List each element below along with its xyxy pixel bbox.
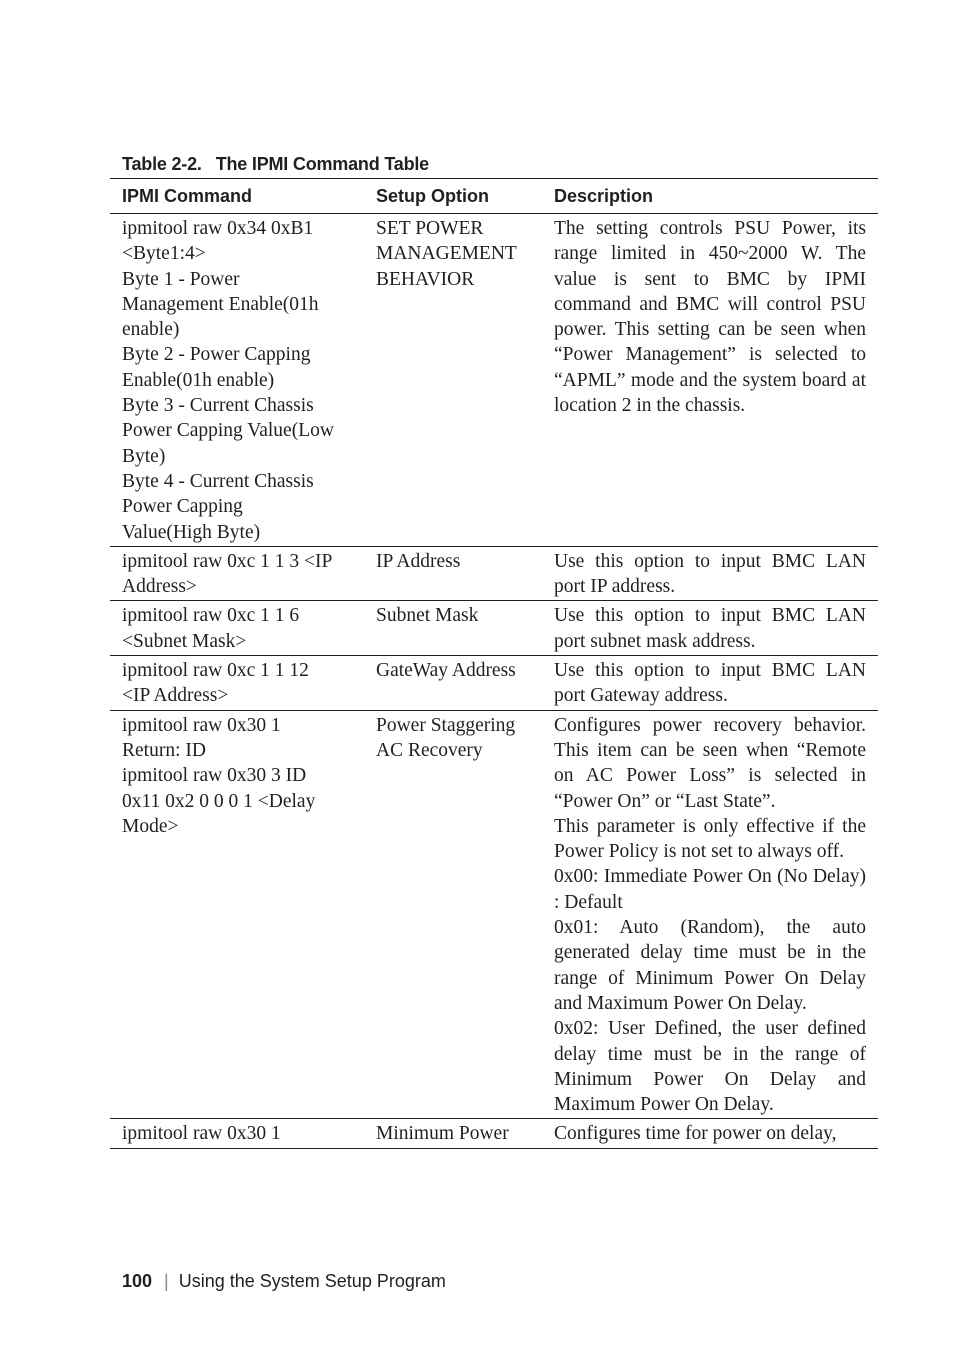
command-line: Mode> — [122, 815, 179, 837]
delay-mode-code: 0x02 — [554, 1018, 593, 1040]
cell-description: Configures time for power on delay, — [542, 1119, 878, 1148]
option-line: Power Staggering — [376, 714, 516, 736]
cell-setup-option — [364, 656, 542, 711]
cell-ipmi-command — [110, 656, 364, 711]
footer-separator: | — [164, 1271, 169, 1291]
command-line: Management Enable(01h — [122, 293, 319, 315]
description-paragraph — [554, 814, 866, 865]
ipmi-command-table — [110, 178, 878, 1149]
cell-ipmi-command — [110, 710, 364, 1119]
command-line: Byte) — [122, 445, 166, 467]
command-line: ipmitool raw 0xc 1 1 12 — [122, 660, 309, 682]
description-text: : Immediate Power On (No Delay) : Default — [554, 866, 866, 913]
cell-setup-option — [364, 214, 542, 547]
description-text: Configures power recovery behavior. This item can be seen when “Remote on AC Power Loss” is selected in “Power On” or “Last State”. — [554, 714, 866, 812]
cell-ipmi-command — [110, 601, 364, 656]
table-row — [110, 1119, 878, 1148]
option-line: IP Address — [376, 550, 461, 572]
command-line: 0x11 0x2 0 0 0 1 <Delay — [122, 790, 316, 812]
option-line: Minimum Power — [376, 1123, 509, 1145]
description-paragraph — [554, 864, 866, 915]
cell-setup-option — [364, 1119, 542, 1148]
cell-setup-option — [364, 710, 542, 1119]
cell-description: The setting controls PSU Power, its range limited in 450~2000 W. The value is sent to BMC by IPMI command and BMC will control PSU power. This setting can be seen when “Power Management” is selected to “APML” mode and the system board at location 2 in the chassis. — [542, 214, 878, 547]
command-line: Enable(01h enable) — [122, 369, 275, 391]
command-line: Power Capping — [122, 496, 243, 518]
caption-label: Table 2-2. — [122, 154, 202, 174]
cell-description: Use this option to input BMC LAN port Gateway address. — [542, 656, 878, 711]
option-line: SET POWER — [376, 218, 484, 239]
command-line: ipmitool raw 0x34 0xB1 — [122, 218, 314, 239]
caption-title: The IPMI Command Table — [215, 154, 429, 174]
command-line: Power Capping Value(Low — [122, 420, 334, 442]
command-line: Address> — [122, 576, 197, 598]
page-footer — [122, 1271, 446, 1292]
command-line: ipmitool raw 0x30 3 ID — [122, 765, 307, 787]
table-row — [110, 710, 878, 1119]
command-line: <Subnet Mask> — [122, 630, 247, 652]
page-number: 100 — [122, 1271, 153, 1291]
footer-section-title: Using the System Setup Program — [178, 1271, 446, 1291]
option-line: AC Recovery — [376, 739, 483, 761]
command-line: ipmitool raw 0xc 1 1 6 — [122, 605, 300, 627]
option-line: GateWay Address — [376, 660, 516, 682]
command-line: ipmitool raw 0x30 1 — [122, 714, 281, 736]
cell-ipmi-command — [110, 546, 364, 601]
cell-setup-option — [364, 546, 542, 601]
option-line: MANAGEMENT — [376, 243, 517, 265]
description-text: : User Defined, the user defined delay time must be in the range of Minimum Power On Delay and Maximum Power On Delay. — [554, 1018, 866, 1116]
command-line: <IP Address> — [122, 685, 229, 707]
header-ipmi-command: IPMI Command — [110, 179, 364, 214]
description-paragraph — [554, 713, 866, 814]
command-line: Byte 3 - Current Chassis — [122, 395, 314, 417]
option-line: BEHAVIOR — [376, 268, 475, 290]
delay-mode-code: 0x01 — [554, 917, 593, 939]
command-line: Byte 2 - Power Capping — [122, 344, 311, 366]
delay-mode-code: 0x00 — [554, 866, 593, 888]
command-line: Byte 1 - Power — [122, 268, 240, 290]
description-text: : Auto (Random), the auto generated delay time must be in the range of Minimum Power On Delay and Maximum Power On Delay. — [554, 917, 866, 1014]
cell-ipmi-command — [110, 214, 364, 547]
command-line: enable) — [122, 319, 180, 341]
header-setup-option: Setup Option — [364, 179, 542, 214]
cell-ipmi-command — [110, 1119, 364, 1148]
table-row — [110, 214, 878, 547]
header-description: Description — [542, 179, 878, 214]
table-header-row — [110, 179, 878, 214]
command-line: Byte 4 - Current Chassis — [122, 470, 314, 492]
cell-description: Use this option to input BMC LAN port subnet mask address. — [542, 601, 878, 656]
cell-description: Use this option to input BMC LAN port IP address. — [542, 546, 878, 601]
table-caption — [122, 154, 429, 175]
table-row — [110, 546, 878, 601]
description-paragraph — [554, 1016, 866, 1117]
command-line: <Byte1:4> — [122, 243, 206, 265]
description-paragraph — [554, 915, 866, 1016]
option-line: Subnet Mask — [376, 605, 479, 627]
cell-setup-option — [364, 601, 542, 656]
description-text: This parameter is only effective if the Power Policy is not set to always off. — [554, 815, 866, 863]
cell-description — [542, 710, 878, 1119]
table-row — [110, 656, 878, 711]
table-row — [110, 601, 878, 656]
command-line: Value(High Byte) — [122, 521, 261, 543]
command-line: Return: ID — [122, 739, 206, 761]
command-line: ipmitool raw 0xc 1 1 3 <IP — [122, 550, 333, 572]
command-line: ipmitool raw 0x30 1 — [122, 1123, 281, 1145]
